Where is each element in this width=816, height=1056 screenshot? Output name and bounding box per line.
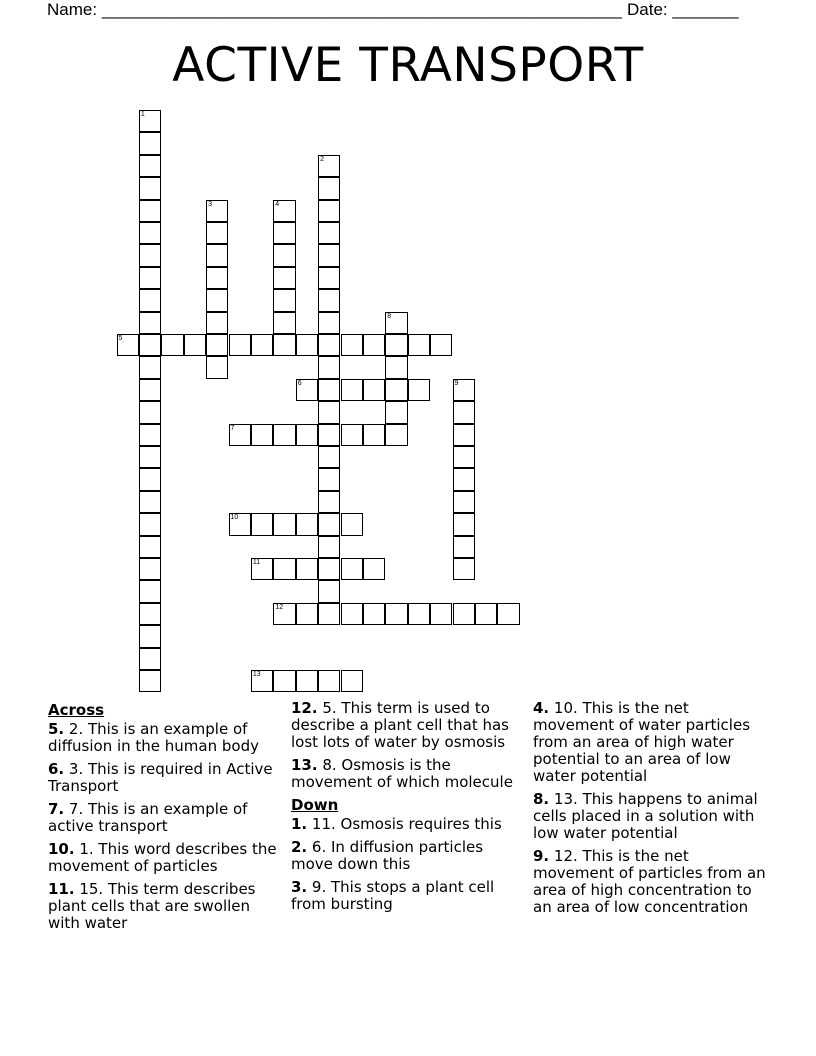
grid-cell[interactable] [318, 379, 340, 401]
clue-item-number: 6. [48, 760, 65, 778]
grid-cell[interactable] [341, 379, 363, 401]
grid-cell[interactable] [139, 491, 161, 513]
grid-cell[interactable] [341, 424, 363, 446]
grid-cell[interactable] [229, 513, 251, 535]
grid-cell[interactable] [385, 356, 407, 378]
name-blank[interactable]: _______________________________________________________ [101, 0, 622, 19]
grid-cell[interactable] [139, 244, 161, 266]
grid-cell[interactable] [318, 356, 340, 378]
grid-cell[interactable] [318, 177, 340, 199]
grid-cell[interactable] [251, 670, 273, 692]
clue-item [291, 879, 526, 913]
grid-cell[interactable] [139, 379, 161, 401]
grid-cell[interactable] [318, 446, 340, 468]
grid-cell[interactable] [139, 580, 161, 602]
grid-cell[interactable] [273, 244, 295, 266]
name-field[interactable] [47, 0, 622, 20]
date-label: Date: [627, 0, 668, 19]
grid-cell[interactable] [453, 446, 475, 468]
clue-item-number: 2. [291, 838, 308, 856]
clue-item-text: 11. Osmosis requires this [307, 815, 502, 833]
clue-item-text: 12. This is the net movement of particles from an area of high concentration to an area of low concentration [533, 847, 766, 916]
grid-cell[interactable] [206, 267, 228, 289]
grid-cell[interactable] [408, 603, 430, 625]
clue-item [291, 839, 526, 873]
grid-cell[interactable] [341, 513, 363, 535]
clue-item-text: 3. This is required in Active Transport [48, 760, 273, 795]
clue-item-text: 5. This term is used to describe a plant cell that has lost lots of water by osmosis [291, 699, 509, 751]
clue-item [533, 848, 773, 916]
grid-cell[interactable] [139, 648, 161, 670]
clues-column-3 [533, 700, 773, 922]
grid-cell[interactable] [318, 289, 340, 311]
grid-cell[interactable] [430, 334, 452, 356]
grid-cell[interactable] [385, 312, 407, 334]
grid-cell[interactable] [318, 312, 340, 334]
grid-cell[interactable] [318, 670, 340, 692]
clue-item-text: 9. This stops a plant cell from bursting [291, 878, 495, 913]
clue-number: 13 [252, 671, 261, 678]
grid-cell[interactable] [273, 424, 295, 446]
grid-cell[interactable] [318, 334, 340, 356]
grid-cell[interactable] [296, 334, 318, 356]
clue-number: 5 [118, 335, 123, 342]
grid-cell[interactable] [139, 401, 161, 423]
grid-cell[interactable] [139, 289, 161, 311]
grid-cell[interactable] [363, 424, 385, 446]
grid-cell[interactable] [430, 603, 452, 625]
grid-cell[interactable] [453, 468, 475, 490]
clue-item [291, 757, 526, 791]
grid-cell[interactable] [296, 379, 318, 401]
clue-item [48, 881, 278, 932]
grid-cell[interactable] [251, 334, 273, 356]
grid-cell[interactable] [251, 424, 273, 446]
clue-item-text: 10. This is the net movement of water particles from an area of high water potential to an area of low water potential [533, 699, 751, 785]
grid-cell[interactable] [296, 558, 318, 580]
grid-cell[interactable] [296, 513, 318, 535]
grid-cell[interactable] [206, 334, 228, 356]
grid-cell[interactable] [139, 625, 161, 647]
clue-item [48, 721, 278, 755]
grid-cell[interactable] [341, 603, 363, 625]
grid-cell[interactable] [273, 312, 295, 334]
clue-item [48, 761, 278, 795]
grid-cell[interactable] [385, 424, 407, 446]
grid-cell[interactable] [363, 603, 385, 625]
grid-cell[interactable] [318, 491, 340, 513]
clue-number: 10 [230, 514, 239, 522]
grid-cell[interactable] [296, 603, 318, 625]
grid-cell[interactable] [206, 356, 228, 378]
clue-number: 2 [320, 155, 324, 163]
clue-item-number: 10. [48, 840, 75, 858]
clue-item-number: 12. [291, 699, 318, 717]
grid-cell[interactable] [453, 379, 475, 401]
grid-cell[interactable] [341, 558, 363, 580]
name-label: Name: [47, 0, 98, 19]
grid-cell[interactable] [453, 491, 475, 513]
grid-cell[interactable] [318, 401, 340, 423]
clue-item-text: 13. This happens to animal cells placed in a solution with low water potential [533, 790, 758, 842]
clue-number: 11 [252, 559, 261, 566]
grid-cell[interactable] [385, 379, 407, 401]
grid-cell[interactable] [273, 267, 295, 289]
grid-cell[interactable] [318, 200, 340, 222]
grid-cell[interactable] [318, 603, 340, 625]
grid-cell[interactable] [139, 334, 161, 356]
grid-cell[interactable] [139, 356, 161, 378]
clue-item [291, 816, 526, 833]
clue-number: 8 [387, 312, 392, 320]
grid-cell[interactable] [229, 334, 251, 356]
clue-number: 7 [230, 424, 235, 432]
clue-number: 4 [275, 200, 280, 208]
grid-cell[interactable] [408, 334, 430, 356]
clue-item-number: 1. [291, 815, 308, 833]
grid-cell[interactable] [139, 536, 161, 558]
clue-item-text: 8. Osmosis is the movement of which molecule [291, 756, 513, 791]
grid-cell[interactable] [206, 312, 228, 334]
clue-item [533, 700, 773, 785]
grid-cell[interactable] [453, 603, 475, 625]
grid-cell[interactable] [273, 200, 295, 222]
grid-cell[interactable] [408, 379, 430, 401]
grid-cell[interactable] [385, 401, 407, 423]
clue-item-text: 7. This is an example of active transport [48, 800, 248, 835]
grid-cell[interactable] [318, 536, 340, 558]
grid-cell[interactable] [385, 603, 407, 625]
clue-item-text: 2. This is an example of diffusion in the human body [48, 720, 259, 755]
grid-cell[interactable] [139, 468, 161, 490]
clue-number: 9 [454, 379, 459, 387]
date-blank[interactable]: _______ [672, 0, 739, 19]
grid-cell[interactable] [497, 603, 519, 625]
grid-cell[interactable] [206, 244, 228, 266]
grid-cell[interactable] [453, 558, 475, 580]
grid-cell[interactable] [139, 200, 161, 222]
clue-item [533, 791, 773, 842]
grid-cell[interactable] [318, 424, 340, 446]
grid-cell[interactable] [475, 603, 497, 625]
grid-cell[interactable] [184, 334, 206, 356]
grid-cell[interactable] [139, 558, 161, 580]
clue-item-number: 4. [533, 699, 550, 717]
grid-cell[interactable] [161, 334, 183, 356]
clue-item-number: 13. [291, 756, 318, 774]
grid-cell[interactable] [139, 222, 161, 244]
clue-item-number: 11. [48, 880, 75, 898]
clue-item-number: 7. [48, 800, 65, 818]
grid-cell[interactable] [251, 558, 273, 580]
clue-number: 3 [208, 200, 212, 208]
grid-cell[interactable] [341, 334, 363, 356]
grid-cell[interactable] [318, 222, 340, 244]
clue-item [291, 700, 526, 751]
grid-cell[interactable] [273, 222, 295, 244]
clue-item [48, 801, 278, 835]
grid-cell[interactable] [117, 334, 139, 356]
grid-cell[interactable] [296, 670, 318, 692]
grid-cell[interactable] [318, 558, 340, 580]
grid-cell[interactable] [318, 155, 340, 177]
grid-cell[interactable] [139, 513, 161, 535]
grid-cell[interactable] [318, 244, 340, 266]
down-heading: Down [291, 796, 339, 814]
clue-item-number: 9. [533, 847, 550, 865]
date-field[interactable] [627, 0, 739, 20]
grid-cell[interactable] [318, 580, 340, 602]
clue-item-number: 3. [291, 878, 308, 896]
grid-cell[interactable] [363, 558, 385, 580]
clues-column-2 [291, 700, 526, 919]
grid-cell[interactable] [453, 536, 475, 558]
clue-number: 1 [140, 111, 145, 118]
grid-cell[interactable] [139, 132, 161, 154]
grid-cell[interactable] [273, 334, 295, 356]
grid-cell[interactable] [139, 155, 161, 177]
grid-cell[interactable] [273, 603, 295, 625]
grid-cell[interactable] [139, 446, 161, 468]
grid-cell[interactable] [363, 334, 385, 356]
grid-cell[interactable] [453, 513, 475, 535]
grid-cell[interactable] [296, 424, 318, 446]
clue-item-text: 1. This word describes the movement of particles [48, 840, 277, 875]
grid-cell[interactable] [139, 424, 161, 446]
grid-cell[interactable] [318, 468, 340, 490]
clue-item-number: 8. [533, 790, 550, 808]
grid-cell[interactable] [139, 177, 161, 199]
clue-item [48, 841, 278, 875]
grid-cell[interactable] [139, 110, 161, 132]
grid-cell[interactable] [229, 424, 251, 446]
grid-cell[interactable] [206, 289, 228, 311]
clue-number: 6 [297, 379, 302, 387]
grid-cell[interactable] [139, 603, 161, 625]
grid-cell[interactable] [273, 670, 295, 692]
grid-cell[interactable] [139, 267, 161, 289]
grid-cell[interactable] [341, 670, 363, 692]
grid-cell[interactable] [139, 312, 161, 334]
clues-column-1 [48, 700, 278, 938]
across-heading: Across [48, 701, 105, 719]
grid-cell[interactable] [318, 513, 340, 535]
grid-cell[interactable] [318, 267, 340, 289]
grid-cell[interactable] [385, 334, 407, 356]
grid-cell[interactable] [363, 379, 385, 401]
grid-cell[interactable] [251, 513, 273, 535]
clue-item-text: 15. This term describes plant cells that are swollen with water [48, 880, 256, 932]
clue-item-text: 6. In diffusion particles move down this [291, 838, 484, 873]
clue-item-number: 5. [48, 720, 65, 738]
grid-cell[interactable] [453, 424, 475, 446]
page-title: ACTIVE TRANSPORT [172, 38, 644, 93]
grid-cell[interactable] [139, 670, 161, 692]
grid-cell[interactable] [453, 401, 475, 423]
grid-cell[interactable] [273, 289, 295, 311]
grid-cell[interactable] [206, 200, 228, 222]
grid-cell[interactable] [273, 513, 295, 535]
grid-cell[interactable] [206, 222, 228, 244]
grid-cell[interactable] [273, 558, 295, 580]
clue-number: 12 [275, 603, 284, 611]
